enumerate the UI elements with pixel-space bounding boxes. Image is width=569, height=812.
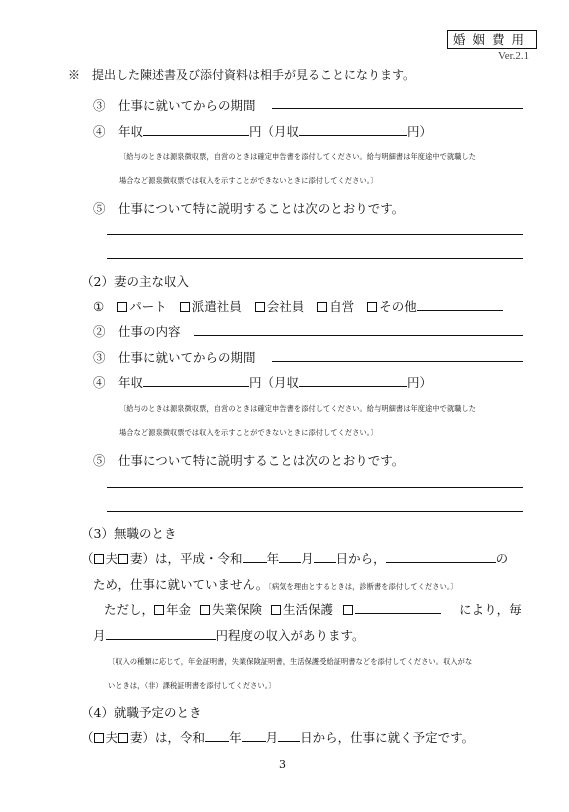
husband-item3-label: ③ 仕事に就いてからの期間 [93, 98, 256, 113]
checkbox-icon[interactable] [94, 733, 104, 743]
month-label: 月 [265, 730, 279, 745]
option-label: 会社員 [266, 299, 305, 314]
checkbox-icon[interactable] [154, 605, 164, 615]
day-label: 日から， [335, 551, 386, 566]
unemployed-line4 [93, 626, 365, 644]
year-field[interactable] [243, 549, 267, 563]
option-kaishain[interactable] [255, 299, 305, 314]
option-label: 派遣社員 [191, 299, 242, 314]
wife-explanation-line1[interactable] [107, 487, 523, 488]
no-particle: の [495, 551, 509, 566]
checkbox-icon[interactable] [117, 302, 127, 312]
wife-option-label: 妻 [130, 730, 143, 745]
checkbox-icon[interactable] [317, 302, 327, 312]
option-label: パート [129, 299, 167, 314]
month-prefix: 月 [93, 628, 106, 643]
other-detail-field[interactable] [417, 297, 503, 311]
checkbox-icon[interactable] [118, 554, 128, 564]
option-part[interactable] [117, 299, 167, 314]
diagnosis-note: 〔病気を理由とするときは，診断書を添付してください。〕 [268, 582, 458, 591]
income-amount-text: 円程度の収入があります。 [215, 628, 365, 643]
husband-explanation-line1[interactable] [107, 234, 523, 235]
wife-item3-field[interactable] [272, 361, 523, 362]
wife-note-line2: 場合など源泉徴収票では収入を示すことができないときに添付してください。〕 [119, 428, 378, 437]
husband-explanation-line2[interactable] [107, 258, 523, 259]
year-label: 年 [229, 730, 242, 745]
husband-item4-mid: 円（月収 [249, 124, 300, 139]
checkbox-icon[interactable] [118, 733, 128, 743]
husband-item4 [93, 122, 432, 140]
wife-explanation-line2[interactable] [107, 511, 523, 512]
husband-option-label: 夫 [105, 730, 119, 745]
year-label: 年 [266, 551, 280, 566]
wife-item3-label: ③ 仕事に就いてからの期間 [93, 350, 256, 365]
option-label: その他 [379, 299, 417, 314]
wife-item4-end: 円） [407, 375, 433, 390]
era-text: ）は，平成・令和 [142, 551, 243, 566]
husband-item3-field[interactable] [272, 108, 523, 109]
other-income-field[interactable] [355, 600, 441, 614]
open-paren: （ [81, 551, 94, 566]
checkbox-icon[interactable] [255, 302, 265, 312]
open-paren: （ [81, 730, 94, 745]
option-label: 自営 [329, 299, 355, 314]
wife-item4-label: ④ 年収 [93, 375, 144, 390]
unemployed-line2 [93, 575, 458, 593]
husband-annual-income-field[interactable] [143, 122, 249, 136]
husband-monthly-income-field[interactable] [299, 122, 407, 136]
option-haken[interactable] [180, 299, 242, 314]
husband-note-line1: 〔給与のときは源泉徴収票，自営のときは確定申告書を添付してください。給与明細書は年度途中で就職した [119, 152, 477, 161]
option-other[interactable] [367, 299, 417, 314]
wife-item4 [93, 373, 432, 391]
era-text: ）は，令和 [142, 730, 206, 745]
husband-item4-end: 円） [407, 124, 433, 139]
wife-note-line1: 〔給与のときは源泉徴収票，自営のときは確定申告書を添付してください。給与明細書は年度途中で就職した [119, 404, 477, 413]
version-label: Ver.2.1 [498, 50, 530, 62]
wife-annual-income-field[interactable] [143, 373, 249, 387]
checkbox-icon[interactable] [343, 605, 353, 615]
year-field[interactable] [205, 728, 229, 742]
unemployed-note-line1: 〔収入の種類に応じて，年金証明書，失業保険証明書，生活保護受給証明書などを添付してください。収入がな [108, 657, 473, 666]
wife-option-label: 妻 [130, 551, 143, 566]
wife-job-content-field[interactable] [194, 335, 523, 336]
monthly-amount-field[interactable] [106, 626, 216, 640]
document-title: 婚姻費用 [447, 30, 537, 49]
wife-item1 [93, 297, 503, 315]
notice-text: ※ 提出した陳述書及び添付資料は相手が見ることになります。 [68, 68, 416, 82]
husband-option-label: 夫 [105, 551, 119, 566]
day-field[interactable] [278, 728, 300, 742]
pension-label: 年金 [166, 602, 192, 617]
wife-item4-mid: 円（月収 [249, 375, 300, 390]
reason-field[interactable] [386, 549, 496, 563]
checkbox-icon[interactable] [94, 554, 104, 564]
checkbox-icon[interactable] [180, 302, 190, 312]
unemployed-note-line2: いときは，（非）課税証明書を添付してください。〕 [108, 681, 276, 690]
by-monthly-text: により，毎 [459, 602, 522, 617]
however-text: ただし， [104, 602, 155, 617]
unemployed-section-heading: （3）無職のとき [81, 526, 177, 541]
wife-monthly-income-field[interactable] [299, 373, 407, 387]
husband-note-line2: 場合など源泉徴収票では収入を示すことができないときに添付してください。〕 [119, 176, 378, 185]
day-label: 日から，仕事に就く予定です。 [300, 730, 475, 745]
month-field[interactable] [242, 728, 266, 742]
checkbox-icon[interactable] [271, 605, 281, 615]
planned-line1 [81, 728, 474, 746]
not-working-text: ため，仕事に就いていません。 [93, 577, 269, 592]
month-field[interactable] [279, 549, 301, 563]
husband-item4-label: ④ 年収 [93, 124, 144, 139]
husband-item5-label: ⑤ 仕事について特に説明することは次のとおりです。 [93, 201, 405, 216]
day-field[interactable] [314, 549, 336, 563]
month-label: 月 [301, 551, 314, 566]
welfare-label: 生活保護 [283, 602, 334, 617]
unemployment-insurance-label: 失業保険 [212, 602, 263, 617]
planned-section-heading: （4）就職予定のとき [81, 705, 202, 720]
wife-section-heading: （2）妻の主な収入 [81, 274, 189, 289]
checkbox-icon[interactable] [200, 605, 210, 615]
wife-item5-label: ⑤ 仕事について特に説明することは次のとおりです。 [93, 453, 405, 468]
unemployed-line3 [104, 600, 522, 618]
unemployed-line1 [81, 549, 508, 567]
page-number: 3 [279, 758, 286, 771]
option-jiei[interactable] [317, 299, 354, 314]
wife-item1-num: ① [93, 299, 105, 314]
checkbox-icon[interactable] [367, 302, 377, 312]
wife-item2-label: ② 仕事の内容 [93, 324, 181, 339]
